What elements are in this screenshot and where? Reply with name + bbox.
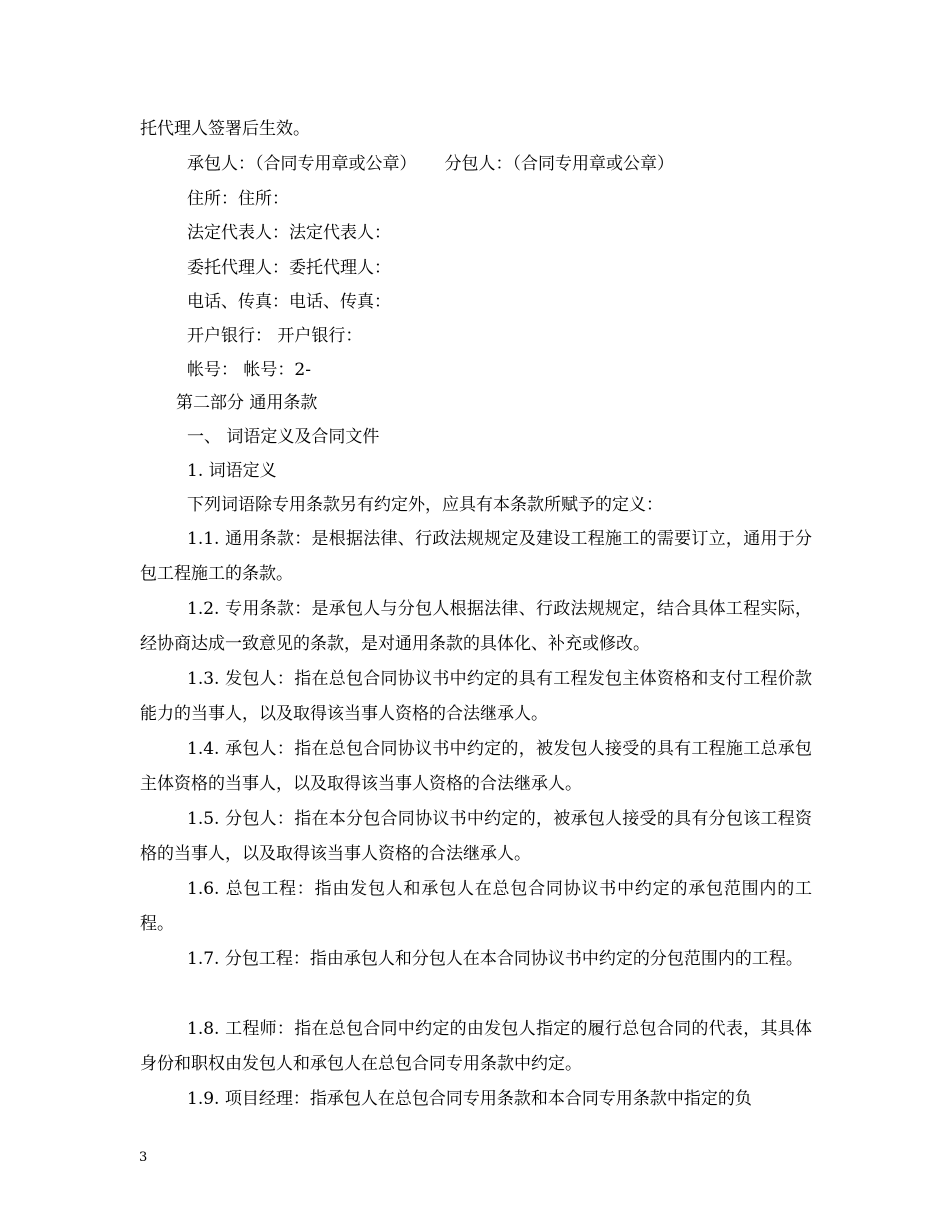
definition-paragraph: 1.8. 工程师：指在总包合同中约定的由发包人指定的履行总包合同的代表，其具体身份和职权由发包人和承包人在总包合同专用条款中约定。 (140, 1019, 812, 1074)
definition-paragraph: 1.1. 通用条款：是根据法律、行政法规规定及建设工程施工的需要订立，通用于分包工程施工的条款。 (140, 529, 812, 584)
definition-paragraph: 1.3. 发包人：指在总包合同协议书中约定的具有工程发包主体资格和支付工程价款能力的当事人，以及取得该当事人资格的合法继承人。 (140, 669, 812, 724)
page-number: 3 (139, 1150, 148, 1165)
definition-paragraph: 1.9. 项目经理：指承包人在总包合同专用条款和本合同专用条款中指定的负 (187, 1089, 752, 1109)
definition-paragraph: 1.2. 专用条款：是承包人与分包人根据法律、行政法规规定，结合具体工程实际，经协商达成一致意见的条款，是对通用条款的具体化、补充或修改。 (140, 599, 812, 654)
phone-fax-line: 电话、传真：电话、传真： (187, 292, 391, 312)
address-line: 住所：住所： (187, 189, 289, 209)
signature-line (187, 153, 674, 175)
subcontractor-signature-label: 分包人：（合同专用章或公章） (444, 154, 674, 174)
chapter-heading: 一、 词语定义及合同文件 (187, 427, 380, 447)
definition-paragraph: 1.5. 分包人：指在本分包合同协议书中约定的，被承包人接受的具有分包该工程资格的当事人，以及取得该当事人资格的合法继承人。 (140, 809, 812, 864)
bank-line: 开户银行： 开户银行： (187, 326, 363, 346)
account-line: 帐号： 帐号：2- (187, 360, 311, 380)
definition-paragraph: 1.6. 总包工程：指由发包人和承包人在总包合同协议书中约定的承包范围内的工程。 (140, 879, 812, 934)
definitions-intro: 下列词语除专用条款另有约定外，应具有本条款所赋予的定义： (187, 495, 663, 515)
definition-paragraph: 1.7. 分包工程：指由承包人和分包人在本合同协议书中约定的分包范围内的工程。 (187, 949, 803, 969)
legal-representative-line: 法定代表人：法定代表人： (187, 223, 391, 243)
authorized-agent-line: 委托代理人：委托代理人： (187, 258, 391, 278)
contractor-signature-label: 承包人：（合同专用章或公章） (187, 154, 417, 174)
section-title: 第二部分 通用条款 (176, 393, 318, 413)
subsection-heading: 1. 词语定义 (187, 461, 277, 481)
definition-paragraph: 1.4. 承包人：指在总包合同协议书中约定的，被发包人接受的具有工程施工总承包主体资格的当事人，以及取得该当事人资格的合法继承人。 (140, 739, 812, 794)
continuation-line: 托代理人签署后生效。 (140, 119, 310, 139)
